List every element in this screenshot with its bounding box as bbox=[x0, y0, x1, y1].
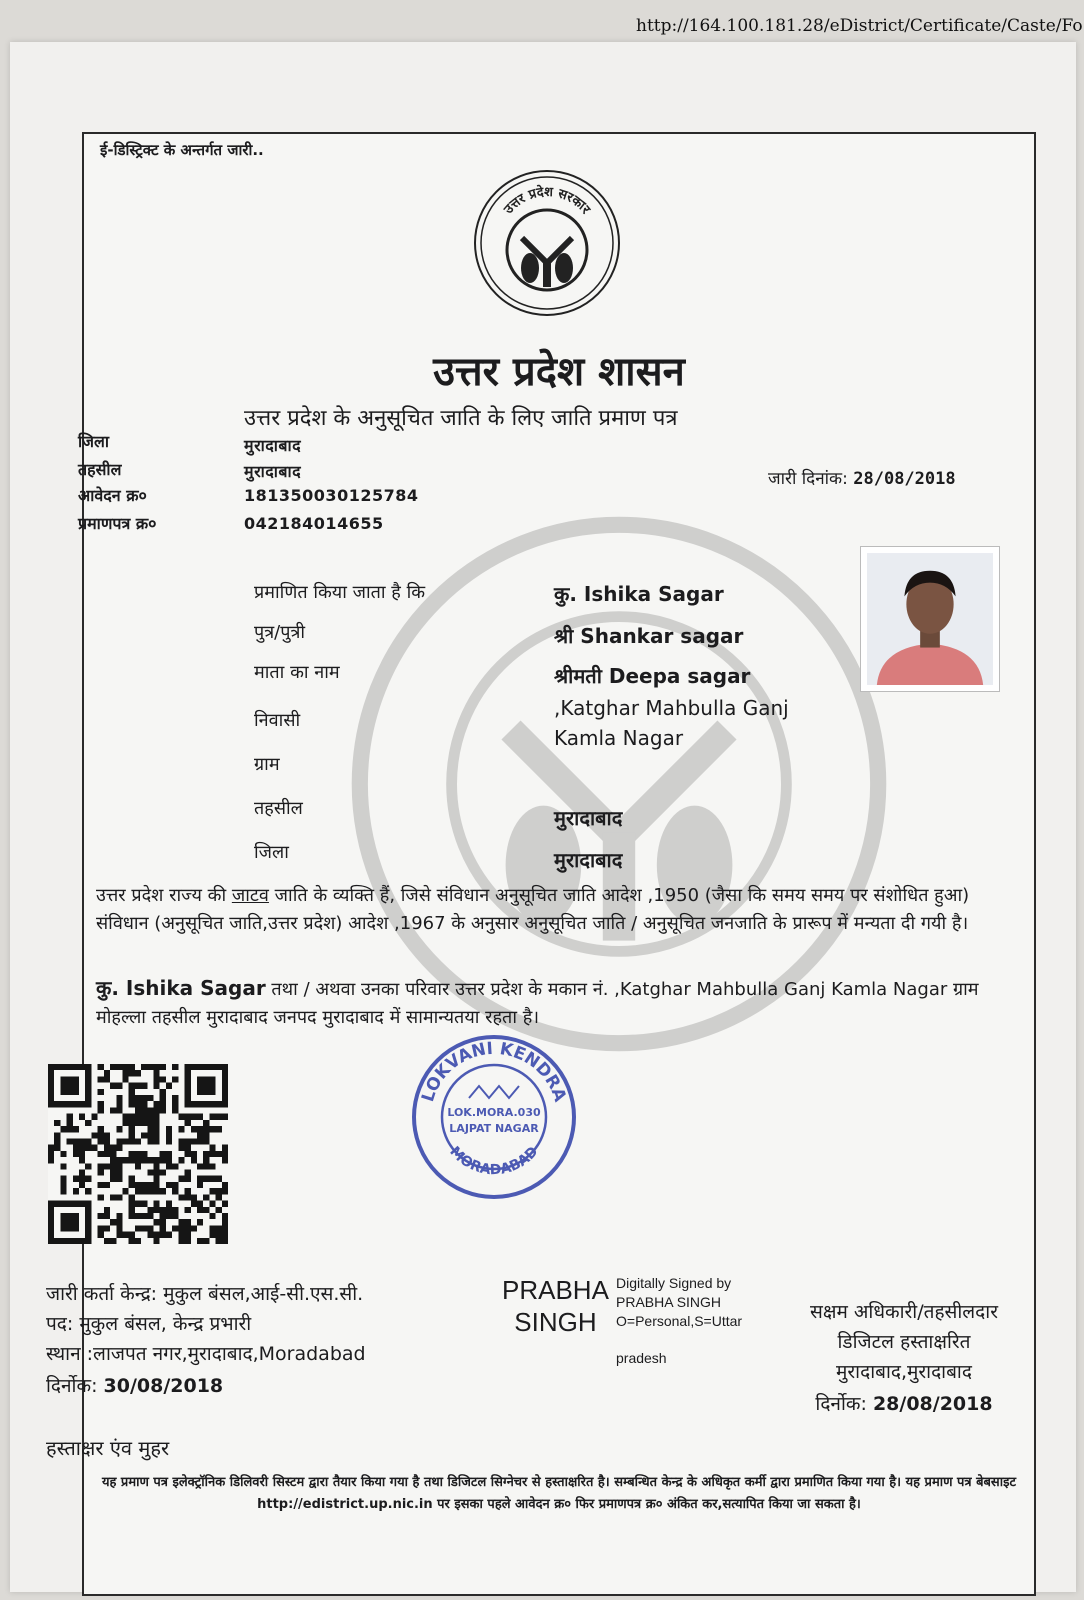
meta-district-value: मुरादाबाद bbox=[244, 436, 302, 455]
meta-application-no-value: 181350030125784 bbox=[244, 486, 419, 505]
field-address-line1: ,Katghar Mahbulla Ganj bbox=[554, 696, 789, 720]
sign-meta-line4: pradesh bbox=[616, 1350, 667, 1366]
digital-signature-details bbox=[616, 1274, 742, 1368]
authority-location: मुरादाबाद,मुरादाबाद bbox=[836, 1361, 972, 1383]
field-district-value: मुरादाबाद bbox=[554, 848, 623, 872]
field-mother-name: श्रीमती Deepa sagar bbox=[554, 664, 751, 688]
authority-title: सक्षम अधिकारी/तहसीलदार bbox=[810, 1301, 998, 1323]
signer-name-line2: SINGH bbox=[514, 1307, 597, 1337]
stamp-bottom-text: MORADABAD bbox=[446, 1143, 542, 1179]
field-resident-label: निवासी bbox=[254, 710, 301, 731]
authority-date-value: 28/08/2018 bbox=[872, 1393, 993, 1415]
issuer-center: जारी कर्ता केन्द्र: मुकुल बंसल,आई-सी.एस.सी. bbox=[46, 1283, 364, 1305]
meta-tehsil-label: तहसील bbox=[78, 460, 122, 479]
certificate-paper bbox=[10, 42, 1076, 1592]
svg-text:LOKVANI KENDRA bbox=[418, 1039, 570, 1105]
signer-name-line1: PRABHA bbox=[502, 1275, 609, 1305]
applicant-portrait-icon bbox=[867, 553, 993, 685]
para1-start: उत्तर प्रदेश राज्य की bbox=[96, 885, 232, 906]
field-district-label: जिला bbox=[254, 842, 289, 863]
residence-applicant-name: कु. Ishika Sagar bbox=[96, 976, 266, 1000]
field-certified-label: प्रमाणित किया जाता है कि bbox=[254, 582, 426, 603]
issuer-date bbox=[46, 1372, 223, 1398]
certificate-title: उत्तर प्रदेश के अनुसूचित जाति के लिए जाति प्रमाण पत्र bbox=[244, 406, 678, 431]
authority-date bbox=[774, 1390, 1034, 1416]
stamp-ring-text: LOKVANI KENDRA bbox=[418, 1038, 570, 1105]
applicant-photo bbox=[860, 546, 1000, 692]
issuer-date-value: 30/08/2018 bbox=[103, 1375, 224, 1397]
stamp-line2: LAJPAT NAGAR bbox=[449, 1122, 539, 1135]
issuer-place: स्थान :लाजपत नगर,मुरादाबाद,Moradabad bbox=[46, 1343, 366, 1365]
signature-and-seal-label: हस्ताक्षर एंव मुहर bbox=[46, 1436, 170, 1460]
certificate-frame bbox=[46, 132, 1036, 1596]
issuer-post: पद: मुकुल बंसल, केन्द्र प्रभारी bbox=[46, 1313, 252, 1335]
meta-tehsil-value: मुरादाबाद bbox=[244, 462, 302, 481]
issue-date bbox=[768, 466, 956, 489]
government-title: उत्तर प्रदेश शासन bbox=[433, 348, 685, 395]
issuer-date-label: दिर्नोक: bbox=[46, 1375, 104, 1397]
caste-name: जाटव bbox=[231, 885, 269, 906]
stamp-line1: LOK.MORA.030 bbox=[447, 1106, 541, 1119]
authority-digital-signed: डिजिटल हस्ताक्षरित bbox=[837, 1331, 971, 1353]
residence-text: तथा / अथवा उनका परिवार उत्तर प्रदेश के मकान नं. ,Katghar Mahbulla Ganj Kamla Nagar ग्राम मोहल्ला तहसील मुरादाबाद जनपद मुरादाबाद में सामान्यतया रहता है। bbox=[96, 979, 979, 1028]
field-address-line2: Kamla Nagar bbox=[554, 726, 684, 750]
up-government-emblem-icon bbox=[472, 168, 622, 318]
issued-under-text: ई-डिस्ट्रिक्ट के अन्तर्गत जारी.. bbox=[100, 141, 264, 159]
sign-meta-line3: O=Personal,S=Uttar bbox=[616, 1313, 743, 1329]
sign-meta-line1: Digitally Signed by bbox=[616, 1275, 732, 1291]
para1-end: जाति के व्यक्ति हैं, जिसे संविधान अनुसूचित जाति आदेश ,1950 (जैसा कि समय समय पर संशोधित हुआ) संविधान (अनुसूचित जाति,उत्तर प्रदेश) आदेश ,1967 के अनुसार अनुसूचित जाति / अनुसूचित जनजाति के प्रारूप में मन्यता दी गयी है। bbox=[96, 885, 970, 934]
meta-application-no-label: आवेदन क्र० bbox=[78, 486, 147, 505]
issue-date-value: 28/08/2018 bbox=[853, 469, 956, 489]
meta-district-label: जिला bbox=[78, 432, 110, 451]
issue-date-label: जारी दिनांक: bbox=[768, 469, 848, 489]
field-mother-label: माता का नाम bbox=[254, 662, 340, 683]
digital-signer-name bbox=[502, 1274, 609, 1338]
caste-recognition-paragraph bbox=[96, 882, 1022, 938]
field-parent-label: पुत्र/पुत्री bbox=[254, 622, 306, 643]
field-applicant-name: कु. Ishika Sagar bbox=[554, 582, 724, 606]
residence-paragraph bbox=[96, 974, 1022, 1032]
svg-text:उत्तर प्रदेश सरकार bbox=[501, 184, 594, 218]
svg-text:MORADABAD bbox=[446, 1144, 541, 1179]
qr-code-icon bbox=[48, 1064, 228, 1244]
meta-certificate-no-label: प्रमाणपत्र क्र० bbox=[78, 514, 157, 533]
authority-date-label: दिर्नोक: bbox=[815, 1393, 873, 1415]
field-tehsil-label: तहसील bbox=[254, 798, 303, 819]
emblem-ring-text: उत्तर प्रदेश सरकार bbox=[501, 184, 593, 218]
meta-certificate-no-value: 042184014655 bbox=[244, 514, 384, 533]
field-father-name: श्री Shankar sagar bbox=[554, 624, 744, 648]
verification-footnote: यह प्रमाण पत्र इलेक्ट्रॉनिक डिलिवरी सिस्टम द्वारा तैयार किया गया है तथा डिजिटल सिग्नेचर से हस्ताक्षरित है। सम्बन्धित केन्द्र के अधिकृत कर्मी द्वारा प्रमाणित किया गया है। यह प्रमाण पत्र बेबसाइट http://edistrict.up.nic.in पर इसका पहले आवेदन क्र० फिर प्रमाणपत्र क्र० अंकित कर,सत्यापित किया जा सकता है। bbox=[101, 1475, 1017, 1512]
field-tehsil-value: मुरादाबाद bbox=[554, 806, 623, 830]
field-village-label: ग्राम bbox=[254, 754, 280, 775]
browser-url: http://164.100.181.28/eDistrict/Certificate/Caste/Fo bbox=[636, 16, 1083, 36]
lokvani-kendra-stamp-icon bbox=[409, 1032, 579, 1202]
sign-meta-line2: PRABHA SINGH bbox=[616, 1294, 722, 1310]
